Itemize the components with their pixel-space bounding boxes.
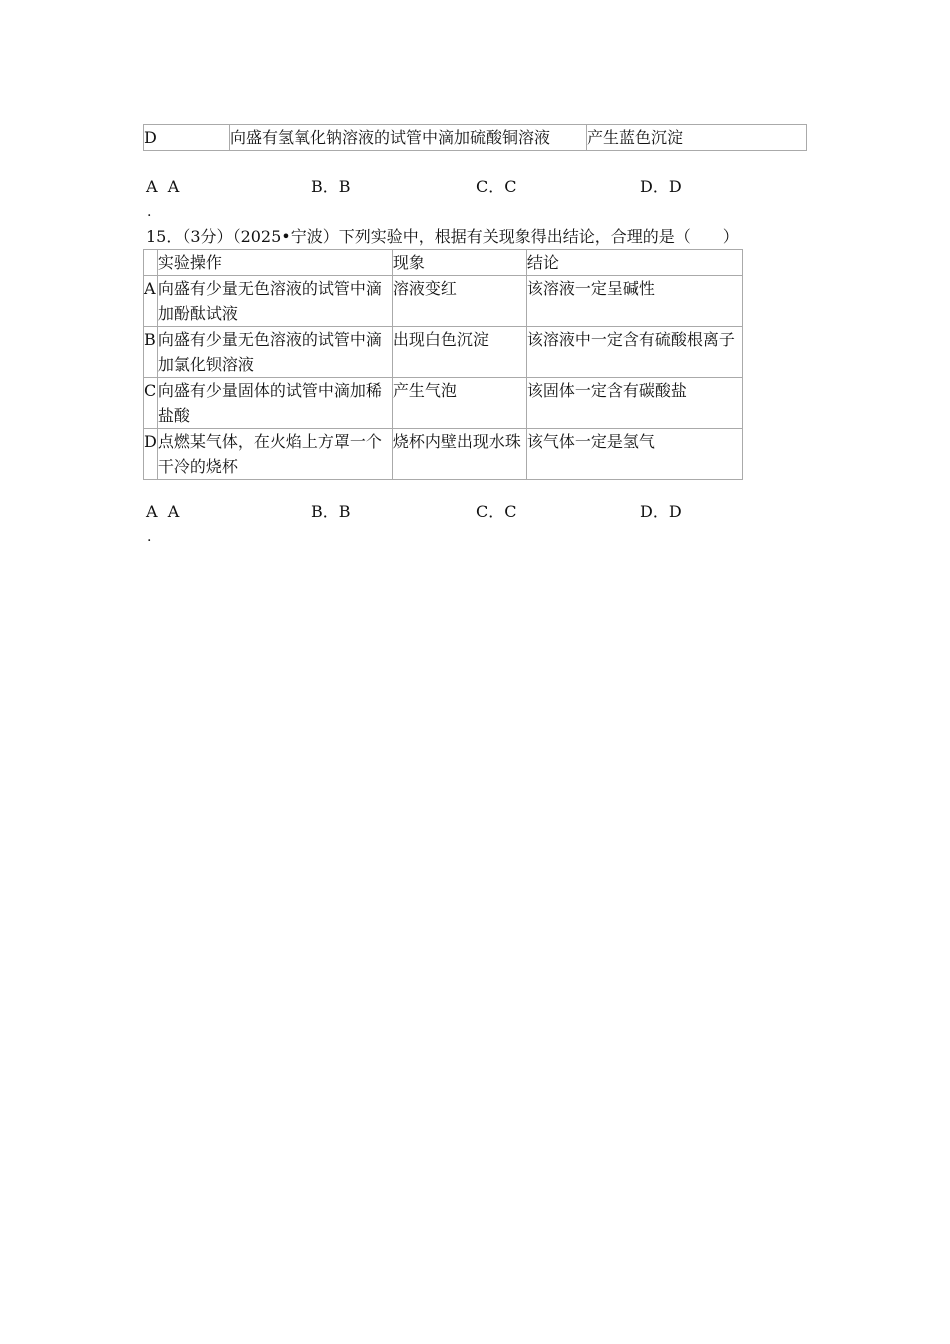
question-15-line bbox=[146, 224, 739, 249]
phenomenon-cell: 产生气泡 bbox=[392, 378, 526, 429]
phenomenon-cell: 溶液变红 bbox=[392, 276, 526, 327]
option-dot: . bbox=[147, 529, 152, 545]
question-score: （3分） bbox=[182, 227, 233, 246]
header-label bbox=[144, 250, 158, 276]
row-label: D bbox=[144, 125, 230, 151]
operation-cell: 向盛有少量无色溶液的试管中滴加酚酞试液 bbox=[157, 276, 392, 327]
operation-cell: 点燃某气体，在火焰上方罩一个干冷的烧杯 bbox=[157, 429, 392, 480]
row-label: B bbox=[144, 327, 158, 378]
option-b[interactable]: B．B bbox=[311, 177, 351, 196]
question-stem: 下列实验中，根据有关现象得出结论，合理的是（ ） bbox=[338, 227, 739, 246]
operation-cell: 向盛有氢氧化钠溶液的试管中滴加硫酸铜溶液 bbox=[230, 125, 587, 151]
option-a[interactable]: A A bbox=[146, 177, 180, 196]
option-dot: . bbox=[147, 204, 152, 220]
q14-table bbox=[143, 124, 807, 151]
table-row bbox=[144, 276, 743, 327]
option-d[interactable]: D．D bbox=[640, 177, 682, 196]
option-d[interactable]: D．D bbox=[640, 502, 682, 521]
row-label: A bbox=[144, 276, 158, 327]
header-phenomenon: 现象 bbox=[392, 250, 526, 276]
conclusion-cell: 该气体一定是氢气 bbox=[526, 429, 742, 480]
header-operation: 实验操作 bbox=[157, 250, 392, 276]
q15-options bbox=[146, 499, 846, 524]
option-c[interactable]: C．C bbox=[476, 502, 517, 521]
question-number: 15． bbox=[146, 227, 183, 246]
q14-options bbox=[146, 174, 846, 199]
header-conclusion: 结论 bbox=[526, 250, 742, 276]
conclusion-cell: 该固体一定含有碳酸盐 bbox=[526, 378, 742, 429]
option-b[interactable]: B．B bbox=[311, 502, 351, 521]
question-source: （2025•宁波） bbox=[232, 227, 339, 246]
conclusion-cell: 该溶液中一定含有硫酸根离子 bbox=[526, 327, 742, 378]
phenomenon-cell: 烧杯内壁出现水珠 bbox=[392, 429, 526, 480]
phenomenon-cell: 出现白色沉淀 bbox=[392, 327, 526, 378]
table-row bbox=[144, 125, 807, 151]
operation-cell: 向盛有少量无色溶液的试管中滴加氯化钡溶液 bbox=[157, 327, 392, 378]
row-label: C bbox=[144, 378, 158, 429]
q15-table bbox=[143, 249, 743, 480]
table-row bbox=[144, 378, 743, 429]
table-row bbox=[144, 429, 743, 480]
operation-cell: 向盛有少量固体的试管中滴加稀盐酸 bbox=[157, 378, 392, 429]
option-a[interactable]: A A bbox=[146, 502, 180, 521]
phenomenon-cell: 产生蓝色沉淀 bbox=[587, 125, 807, 151]
row-label: D bbox=[144, 429, 158, 480]
conclusion-cell: 该溶液一定呈碱性 bbox=[526, 276, 742, 327]
option-c[interactable]: C．C bbox=[476, 177, 517, 196]
table-header-row bbox=[144, 250, 743, 276]
table-row bbox=[144, 327, 743, 378]
